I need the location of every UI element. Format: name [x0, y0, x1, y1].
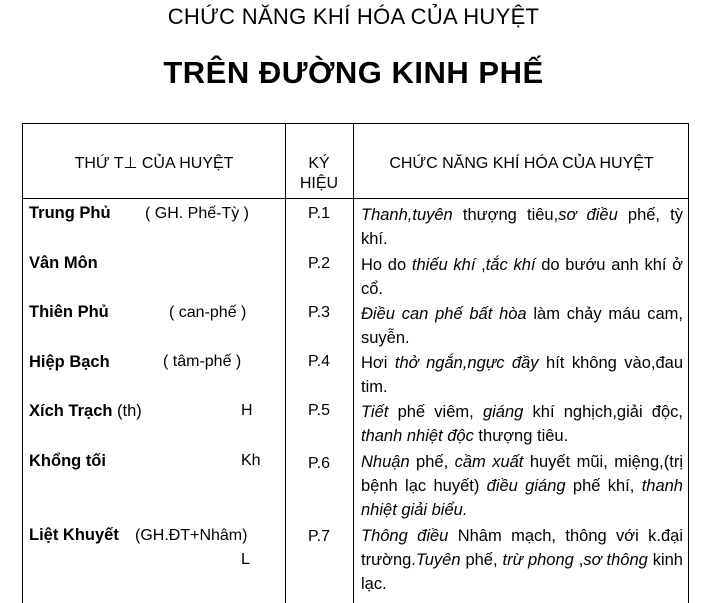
italic-term: giáng [482, 403, 524, 421]
header-point-order: THỨ T⊥ CỦA HUYỆT [74, 155, 234, 172]
italic-term: sơ thông [583, 551, 648, 569]
italic-term: thanh nhiệt giải biểu. [361, 477, 683, 519]
function-text: phế khí, [565, 477, 642, 495]
italic-term: Điều can phế bất hòa [361, 305, 527, 323]
italic-term: Tiết [361, 403, 389, 421]
function-text: phế, tỳ khí. [361, 206, 683, 248]
function-text: Ho do [361, 256, 412, 274]
point-function [361, 524, 683, 596]
function-text: huyết mũi, miệng,(trị bệnh lạc huyết) [361, 453, 683, 495]
point-code: P.3 [308, 304, 330, 321]
title-line-1: CHỨC NĂNG KHÍ HÓA CỦA HUYỆT [167, 4, 540, 29]
point-name: Vân Môn [29, 254, 98, 272]
point-function [361, 450, 683, 522]
function-text: do bướu anh khí ở cổ. [361, 256, 684, 298]
point-code: P.7 [308, 528, 330, 545]
point-code: P.6 [308, 455, 330, 472]
function-text: khí nghịch,giải độc, [523, 403, 683, 421]
italic-term: tắc khí [485, 256, 536, 274]
point-name: Khổng tối [29, 452, 106, 470]
italic-term: Thông điều [361, 527, 449, 545]
point-name: Trung Phủ [29, 204, 111, 222]
function-text: thượng tiêu. [473, 427, 569, 445]
point-function [361, 203, 683, 251]
italic-term: thở ngắn,ngực đầy [394, 354, 539, 372]
function-text: làm chảy máu cam, suyễn. [361, 305, 683, 347]
point-code: P.5 [308, 402, 330, 419]
point-name: Hiệp Bạch [29, 353, 110, 371]
function-text: phế, [409, 453, 455, 471]
point-code: P.4 [308, 353, 330, 370]
italic-term: trừ phong [502, 551, 574, 569]
point-function [361, 302, 683, 350]
point-code: P.2 [308, 255, 330, 272]
point-note: Kh [241, 452, 261, 469]
function-text: Nhâm mạch, thông với k.đại trường. [361, 527, 683, 569]
title-line-2: TRÊN ĐƯỜNG KINH PHẾ [163, 55, 544, 90]
point-note: ( tâm-phế ) [163, 353, 242, 370]
point-note: H [241, 402, 253, 419]
function-text: phế, [460, 551, 503, 569]
point-function [361, 351, 683, 399]
point-note: (GH.ĐT+Nhâm) [135, 527, 248, 544]
point-note: ( GH. Phế-Tỳ ) [145, 205, 250, 222]
function-text: thượng tiêu, [452, 206, 559, 224]
function-text: phế viêm, [388, 403, 483, 421]
italic-term: cầm xuất [454, 453, 524, 471]
point-name: Thiên Phủ [29, 303, 109, 321]
italic-term: thanh nhiệt độc [361, 427, 474, 445]
point-name-suffix: (th) [112, 402, 142, 420]
point-note-2: L [241, 551, 250, 568]
italic-term: Thanh,tuyên [361, 206, 453, 224]
header-function: CHỨC NĂNG KHÍ HÓA CỦA HUYỆT [389, 155, 654, 172]
function-text: , [475, 256, 486, 274]
point-code: P.1 [308, 205, 330, 222]
acupoint-table [22, 123, 689, 603]
italic-term: Tuyên [415, 551, 461, 569]
header-divider [23, 198, 688, 199]
point-name: Xích Trạch (th) [29, 402, 142, 420]
function-text: Hơi [361, 354, 395, 372]
italic-term: sơ điều [558, 206, 618, 224]
column-divider [353, 124, 354, 603]
function-text: kinh lạc. [361, 551, 683, 593]
point-name: Liệt Khuyết [29, 526, 119, 544]
header-symbol [285, 154, 353, 194]
italic-term: điều giáng [486, 477, 566, 495]
header-symbol-line1: KÝ [308, 155, 330, 172]
function-text: , [573, 551, 584, 569]
function-text: hít không vào,đau tim. [361, 354, 683, 396]
point-note: ( can-phế ) [169, 304, 247, 321]
point-function [361, 400, 683, 448]
header-symbol-line2: HIỆU [299, 175, 339, 192]
point-function [361, 253, 683, 301]
italic-term: thiếu khí [411, 256, 476, 274]
italic-term: Nhuận [361, 453, 410, 471]
